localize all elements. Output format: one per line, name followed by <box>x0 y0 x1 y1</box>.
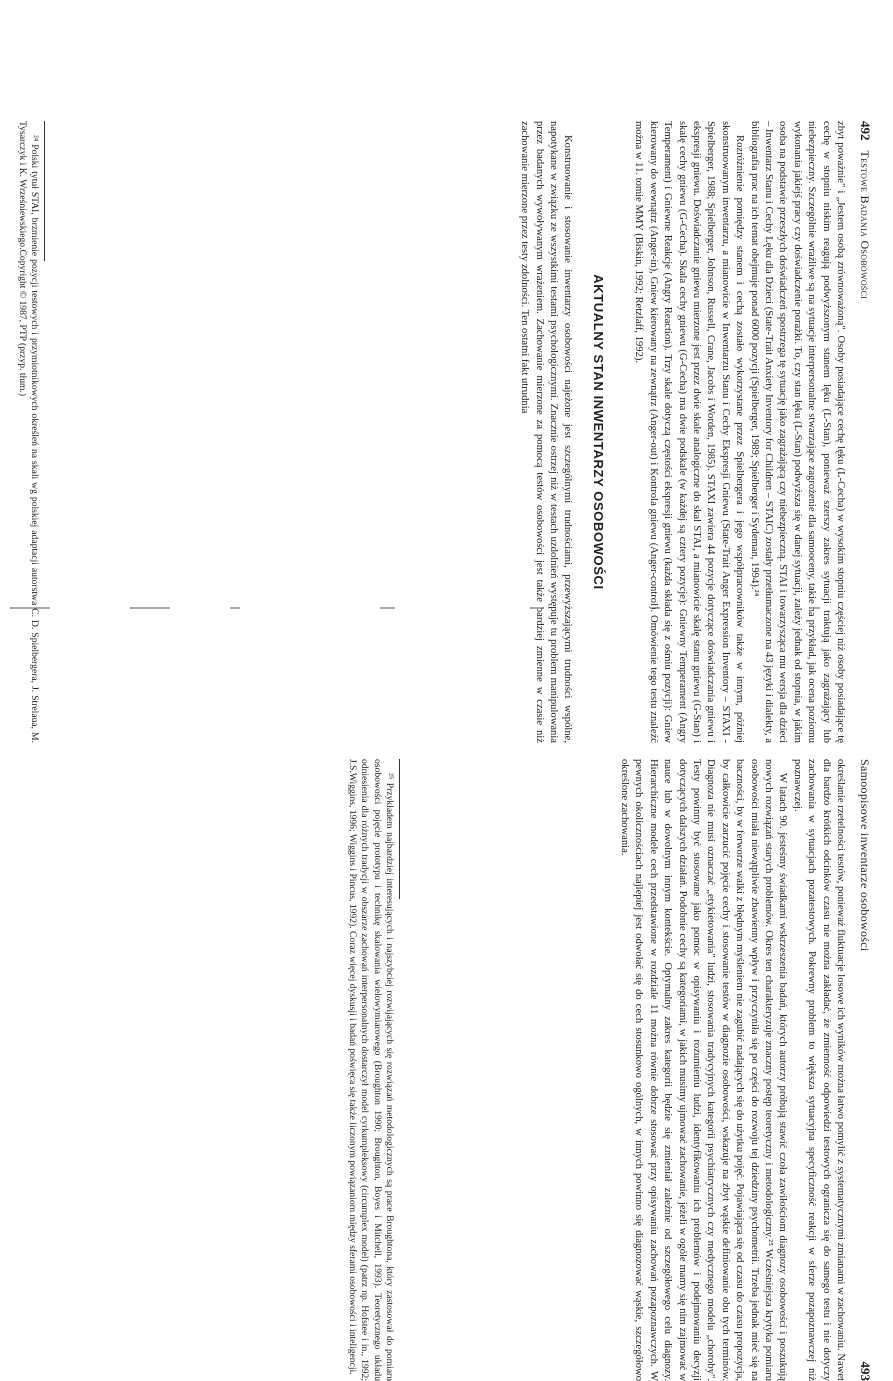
footnotes <box>15 121 45 743</box>
paragraph: określanie rzetelności testów, ponieważ fluktuacje losowe ich wyników można łatwo pomylić z systematycznymi zmianami w zachowaniu. Nawet dla bardzo krótkich odcinków czasu nie można zakładać, że zmienność odpowiedzi testowych ogranicza się do samego testu i nie dotyczy zachowania w sytuacjach pozatestowych. Pokrewny problem to większa sytuacyjna specyficzność reakcji w sferze pozapoznawczej niż poznawczej. <box>789 759 847 1381</box>
left-page <box>15 121 873 743</box>
footnote-rule <box>44 121 45 261</box>
running-head <box>851 759 873 1381</box>
page-number: 493 <box>857 1362 873 1381</box>
footnote-rule <box>399 759 400 899</box>
page-number: 492 <box>857 121 873 141</box>
page-body <box>15 759 847 1381</box>
paragraph: zbyt poważnie" i „Jestem osobą zrównoważoną". Osoby posiadające cechę lęku (L-Cecha) w wysokim stopniu częściej niż osoby posiadające tę cechę w stopniu niskim reagują podwyższonym stanem lęku (L-Stan), ponieważ szerszy zakres sytuacji traktują jako zagrażający lub niebezpieczny. Szczególnie wrażliwe są na sytuacje interpersonalne stwarzające zagrożenie dla samooceny, takie na przykład, jak ocena poziomu wykonania jakiejś pracy czy doświadczenie porażki. To, czy stan lęku (L-Stan) podwyższa się w danej sytuacji, zależy jednak od stopnia, w jakim osoba na podstawie przeszłych doświadczeń spostrzega tę sytuację jako zagrażającą czy niebezpieczną. STAI i towarzysząca mu wersja dla dzieci – Inwentarz Stanu i Cechy Lęku dla Dzieci (State-Trait Anxiety Inventory for Children – STAIC) zostały przetłumaczone na 43 języki i dialekty, a bibliografia prac na ich temat obejmuje ponad 6000 pozycji (Spielberger, 1989; Spielberger i Sydeman, 1994).²⁴ <box>746 121 847 743</box>
running-head <box>851 121 873 743</box>
page-body <box>15 121 847 743</box>
section-heading: AKTUALNY STAN INWENTARZY OSOBOWOŚCI <box>591 121 605 743</box>
footnote: ²⁵ Przykładem najbardziej interesujących i najszybciej rozwijających się rozwiązań metodologicznych są prace Broughtona, który zastosował do pomiaru osobowości pojęcie prototypu i technikę skalowania wielowymiarowego (Broughton 1990; Broughton, Boyes i Mitchell, 1993). Teoretycznego układu odniesienia dla różnych tradycji w obszarze zachowań interpersonalnych dostarczył model cyrkumpleksowy (circumplex model) (patrz np. Hofstee i in., 1992; J.S.Wiggins, 1996; Wiggins i Pincus, 1992). Coraz więcej dyskusji i badań poświęca się także liczonym powiązaniom między sferami osobowości i inteligencji. <box>345 759 395 1381</box>
paragraph: Rozróżnienie pomiędzy stanem i cechą zostało wykorzystane przez Spielbergera i jego współpracowników także w innym, później skonstruowanym inwentarzu, a mianowicie w Inwentarzu Stanu i Cechy Ekspresji Gniewu (State-Trait Anger Expression Inventory – STAXI - Spielberger, 1988; Spielberger, Johnson, Russell, Crane, Jacobs i Worden, 1985). STAXI zawiera 44 pozycje dotyczące doświadczania gniewu i ekspresji gniewu. Doświadczanie gniewu mierzone jest przez dwie skale analogiczne do skal STAI, a mianowicie skalę stanu gniewu (G-Stan) i skalę cechy gniewu (G-Cecha). Skala cechy gniewu (G-Cecha) ma dwie podskale (w każdej są cztery pozycje): Gniewny Temperament (Angry Temperament) i Gniewne Reakcje (Angry Reaction). Trzy skale dotyczą częstości ekspresji gniewu (każda składa się z ośmiu pozycji): Gniew kierowany do wewnątrz (Anger-in), Gniew kierowany na zewnątrz (Anger-out) i Kontrola gniewu (Anger-control). Omówienie tego testu znaleźć można w 11. tomie MMY (Biskin, 1992; Retzlaff, 1992). <box>631 121 746 743</box>
paragraph: Konstruowanie i stosowanie inwentarzy osobowości najeżone jest szczególnymi trudnościami, przewyższającymi trudności wspólne, napotykane w związku ze wszystkimi testami psychologicznymi. Znacznie ostrzej niż w testach uzdolnień występuje tu problem manipulowania przez badanych wywoływanym wrażeniem. Zachowanie mierzone za pomocą testów osobowości jest także bardziej zmienne w czasie niż zachowanie mierzone przez testy zdolności. Ten ostatni fakt utrudnia <box>517 121 575 743</box>
footnote: ²⁴ Polski tytuł STAI, brzmienie pozycji testowych i przymiotnikowych określeń na skali wg polskiej adaptacji autorstwa C. D. Spielbergera, J. Strelaua, M. Tysarczyk i K. Wrześniewskiego.Copyright © 1987, PTP (przyp. tłum.) <box>15 121 40 743</box>
running-head-title: Testowe Badania Osobowości <box>857 151 872 300</box>
right-page <box>15 759 873 1381</box>
crop-mark <box>10 604 870 610</box>
running-head-title: Samoopisowe inwentarze osobowości <box>857 759 872 952</box>
paragraph: W latach 90. jesteśmy świadkami wskrzeszenia badań, których autorzy próbują stawić czoła zawiłościom diagnozy osobowości i poszukują nowych rozwiązań starych problemów. Okres ten charakteryzuje znaczny postęp teoretyczny i metodologiczny.²⁵ Wcześniejsza krytyka pomiaru osobowości miała niewątpliwie zbawienny wpływ i przyczyniła się po części do rozwoju tej dziedziny psychometrii. Trzeba jednak mieć się na baczności, by w ferworze walki z błędnym myśleniem nie zagubić nadających się do użytku pojęć. Pojawiająca się od czasu do czasu propozycja, by całkowicie zarzucić pojęcie cechy i stosowanie testów w diagnozie osobowości, wskazuje na zbyt wąskie definiowanie obu tych terminów. Diagnoza nie musi oznaczać „etykietowania" ludzi, stosowania tradycyjnych kategorii psychiatrycznych czy medycznego modelu „choroby". Testy powinny być stosowane jako pomoc w opisywaniu i rozumieniu ludzi, identyfikowaniu ich problemów i podejmowaniu decyzji dotyczących dalszych działań. Podobnie cechy są kategoriami, w jakich musimy ujmować zachowanie, jeżeli w ogóle mamy się nim zajmować w nauce lub w dowolnym innym kontekście. Optymalny zakres kategorii będzie się zmieniał zależnie od szczegółowego celu diagnozy. Hierarchiczne modele cech przedstawione w rozdziale 11 można równie dobrze stosować przy opisywaniu zachowań pozapoznawczych. W pewnych okolicznościach najlepiej jest odwołać się do cech stosunkowo ogólnych, w innych powinno się diagnozować wąskie, szczegółowo określone zachowania. <box>617 759 790 1381</box>
footnotes <box>345 759 400 1381</box>
